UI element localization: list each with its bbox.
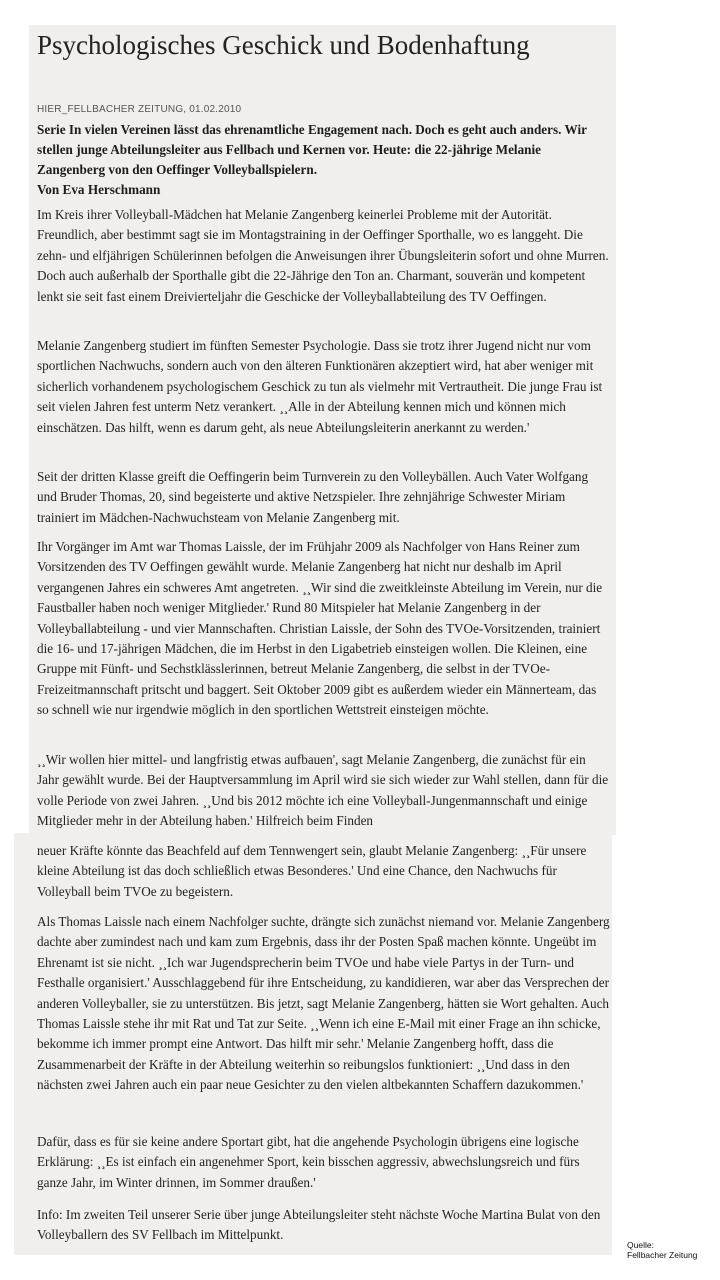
paragraph-5: ¸¸Wir wollen hier mittel- und langfristig etwas aufbauen', sagt Melanie Zangenberg, die zunächst für ein Jahr gewählt wurde. Bei der Hauptversammlung im April wird sie sich wieder zur Wahl stellen, dann für die volle Periode von zwei Jahren. ¸¸Und bis 2012 möchte ich eine Volleyball-Jungenmannschaft und einige Mitglieder mehr in der Abteilung haben.' Hilfreich beim Finden bbox=[37, 752, 609, 829]
source-dateline: HIER_FELLBACHER ZEITUNG, 01.02.2010 bbox=[37, 104, 242, 115]
author-line: Von Eva Herschmann bbox=[37, 182, 161, 197]
article-lead bbox=[37, 120, 607, 200]
paragraph-4: Ihr Vorgänger im Amt war Thomas Laissle, der im Frühjahr 2009 als Nachfolger von Hans Reiner zum Vorsitzenden des TV Oeffingen gewählt wurde. Melanie Zangenberg hat nicht nur deshalb im April vergangenen Jahres ein schweres Amt angetreten. ¸¸Wir sind die zweitkleinste Abteilung im Verein, nur die Faustballer haben noch weniger Mitglieder.' Rund 80 Mitspieler hat Melanie Zangenberg in der Volleyballabteilung - und vier Mannschaften. Christian Laissle, der Sohn des TVOe-Vorsitzenden, trainiert die 16- und 17-jährigen Mädchen, die im Herbst in den Ligabetrieb einsteigen wollen. Die Kleinen, eine Gruppe mit Fünft- und Sechstklässlerinnen, betreut Melanie Zangenberg, die selbst in der TVOe-Freizeitmannschaft pritscht und baggert. Seit Oktober 2009 gibt es außerdem wieder ein Männerteam, das so schnell wie nur irgendwie möglich in den sportlichen Wettstreit einsteigen möchte. bbox=[37, 539, 603, 718]
paragraph-2: Melanie Zangenberg studiert im fünften Semester Psychologie. Dass sie trotz ihrer Jugend nicht nur vom sportlichen Nachwuchs, sondern auch von den älteren Funktionären akzeptiert wird, hat aber weniger mit sicherlich vorhandenem psychologischem Geschick zu tun als vielmehr mit Vertrautheit. Die junge Frau ist seit vielen Jahren fest unterm Netz verankert. ¸¸Alle in der Abteilung kennen mich und können mich einschätzen. Das hilft, wenn es darum geht, als neue Abteilungsleiterin anerkannt zu werden.' bbox=[37, 338, 603, 435]
paragraph-9: Info: Im zweiten Teil unserer Serie über junge Abteilungsleiter steht nächste Woche Martina Bulat von den Volleyballern des SV Fellbach im Mittelpunkt. bbox=[37, 1207, 601, 1243]
paragraph-3: Seit der dritten Klasse greift die Oeffingerin beim Turnverein zu den Volleybällen. Auch Vater Wolfgang und Bruder Thomas, 20, sind begeisterte und aktive Netzspieler. Ihre zehnjährige Schwester Miriam trainiert im Mädchen-Nachwuchsteam von Melanie Zangenberg mit. bbox=[37, 469, 589, 525]
paragraph-1: Im Kreis ihrer Volleyball-Mädchen hat Melanie Zangenberg keinerlei Probleme mit der Autorität. Freundlich, aber bestimmt sagt sie im Montagstraining in der Oeffinger Sporthalle, wo es langgeht. Die zehn- und elfjährigen Schülerinnen befolgen die Anweisungen ihrer Übungsleiterin sofort und ohne Murren. Doch auch außerhalb der Sporthalle gibt die 22-Jährige den Ton an. Charmant, souverän und kompetent lenkt sie seit fast einem Dreivierteljahr die Geschicke der Volleyballabteilung des TV Oeffingen. bbox=[37, 207, 609, 304]
paragraph-6: neuer Kräfte könnte das Beachfeld auf dem Tennwengert sein, glaubt Melanie Zangenberg: ¸¸Für unsere kleine Abteilung ist das doch schließlich etwas Besonderes.' Und eine Chance, den Nachwuchs für Volleyball beim TVOe zu begeistern. bbox=[37, 843, 587, 899]
lead-text: Serie In vielen Vereinen lässt das ehrenamtliche Engagement nach. Doch es geht auch anders. Wir stellen junge Abteilungsleiter aus Fellbach und Kernen vor. Heute: die 22-jährige Melanie Zangenberg von den Oeffinger Volleyballspielern. bbox=[37, 122, 587, 177]
article-headline: Psychologisches Geschick und Bodenhaftung bbox=[37, 30, 530, 60]
source-note bbox=[627, 1240, 697, 1260]
paragraph-8: Dafür, dass es für sie keine andere Sportart gibt, hat die angehende Psychologin übrigens eine logische Erklärung: ¸¸Es ist einfach ein angenehmer Sport, kein bisschen aggressiv, abwechslungsreich und fürs ganze Jahr, im Winter drinnen, im Sommer draußen.' bbox=[37, 1134, 580, 1190]
source-note-label: Quelle: bbox=[627, 1240, 654, 1250]
paragraph-7: Als Thomas Laissle nach einem Nachfolger suchte, drängte sich zunächst niemand vor. Melanie Zangenberg dachte aber zumindest nach und kam zum Ergebnis, dass ihr der Posten Spaß machen könnte. Ungeübt im Ehrenamt ist sie nicht. ¸¸Ich war Jugendsprecherin beim TVOe und habe viele Partys in der Turn- und Festhalle organisiert.' Ausschlaggebend für ihre Entscheidung, zu kandidieren, war aber das Versprechen der anderen Volleyballer, sie zu unterstützen. Bis jetzt, sagt Melanie Zangenberg, hätten sie Wort gehalten. Auch Thomas Laissle stehe ihr mit Rat und Tat zur Seite. ¸¸Wenn ich eine E-Mail mit einer Frage an ihn schicke, bekomme ich immer prompt eine Antwort. Das hilft mir sehr.' Melanie Zangenberg hofft, dass die Zusammenarbeit der Kräfte in der Abteilung weiterhin so reibungslos funktioniert: ¸¸Und dass in den nächsten zwei Jahren auch ein paar neue Gesichter zu den vielen altbekannten Schaffern dazukommen.' bbox=[37, 914, 610, 1093]
source-note-value: Fellbacher Zeitung bbox=[627, 1250, 698, 1260]
